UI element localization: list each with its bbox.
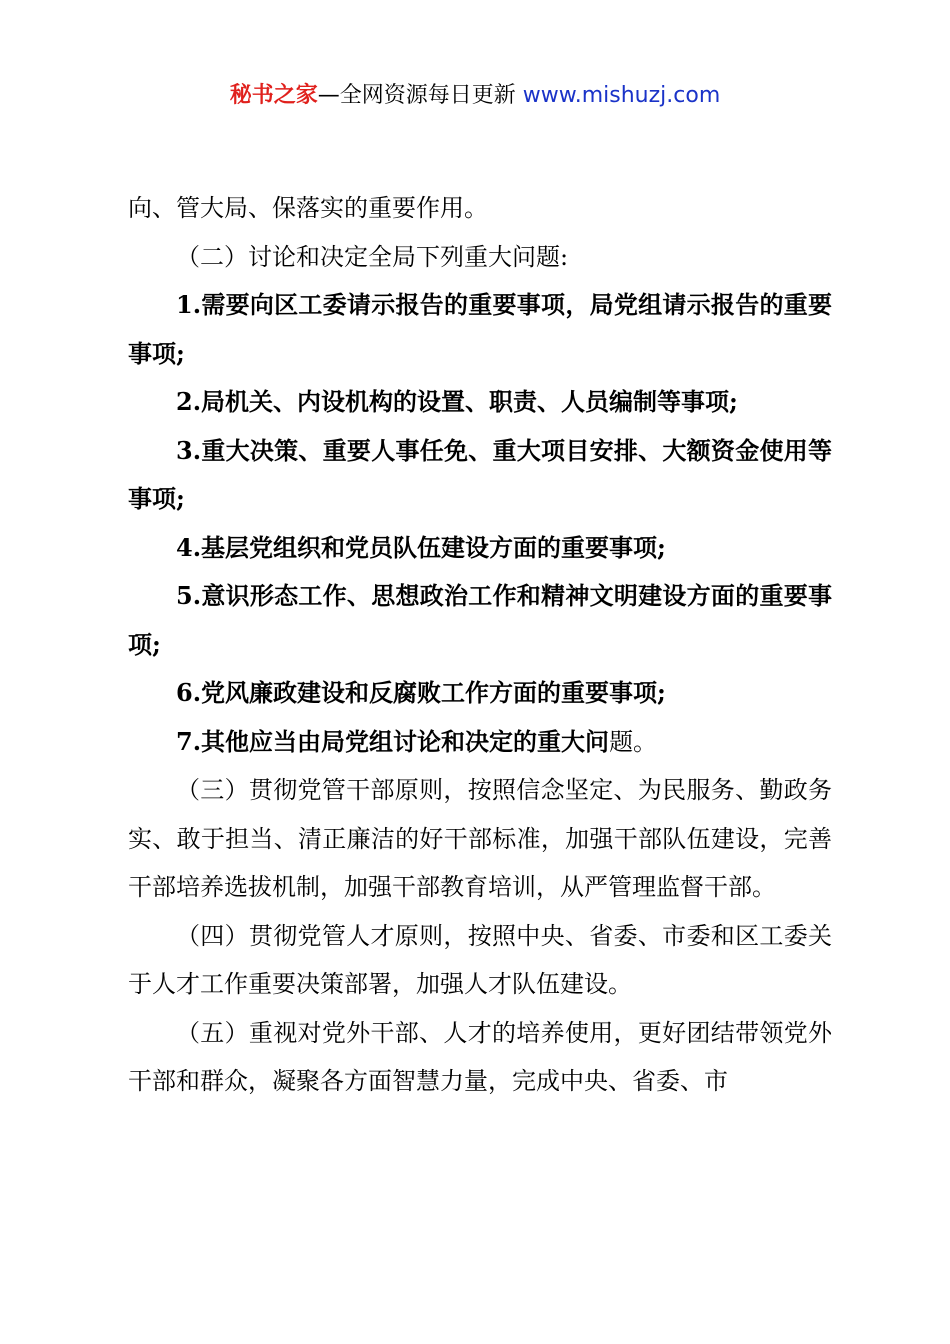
list-item-4: 4.基层党组织和党员队伍建设方面的重要事项;: [176, 532, 666, 562]
section-5-paragraph: （五）重视对党外干部、人才的培养使用，更好团结带领党外干部和群众，凝聚各方面智慧力量，完成中央、省委、市: [128, 1018, 832, 1095]
document-body: [128, 184, 832, 1106]
site-url: www.mishuzj.com: [522, 83, 721, 108]
paragraph-continuation: 向、管大局、保落实的重要作用。: [128, 194, 488, 222]
list-item-2: 2.局机关、内设机构的设置、职责、人员编制等事项;: [176, 387, 738, 416]
site-header: [0, 80, 950, 112]
list-item-7-bold-text: 7.其他应当由局党组讨论和决定的重大问: [176, 726, 610, 756]
list-item-7: [128, 718, 832, 767]
list-item-1: 1.需要向区工委请示报告的重要事项，局党组请示报告的重要事项;: [128, 290, 832, 368]
list-item-5: 5.意识形态工作、思想政治工作和精神文明建设方面的重要事项;: [128, 581, 832, 659]
section-4-paragraph: （四）贯彻党管人才原则，按照中央、省委、市委和区工委关于人才工作重要决策部署，加强人才队伍建设。: [128, 921, 832, 998]
section-3-paragraph: （三）贯彻党管干部原则，按照信念坚定、为民服务、勤政务实、敢于担当、清正廉洁的好干部标准，加强干部队伍建设，完善干部培养选拔机制，加强干部教育培训，从严管理监督干部。: [128, 776, 832, 901]
list-item-7-tail-text: 题。: [609, 727, 658, 756]
header-tagline: —全网资源每日更新: [317, 83, 523, 108]
section-heading-2: （二）讨论和决定全局下列重大问题:: [176, 242, 569, 271]
list-item-3: 3.重大决策、重要人事任免、重大项目安排、大额资金使用等事项;: [128, 435, 832, 513]
list-item-6: 6.党风廉政建设和反腐败工作方面的重要事项;: [176, 678, 666, 707]
brand-name: 秘书之家: [229, 83, 318, 108]
